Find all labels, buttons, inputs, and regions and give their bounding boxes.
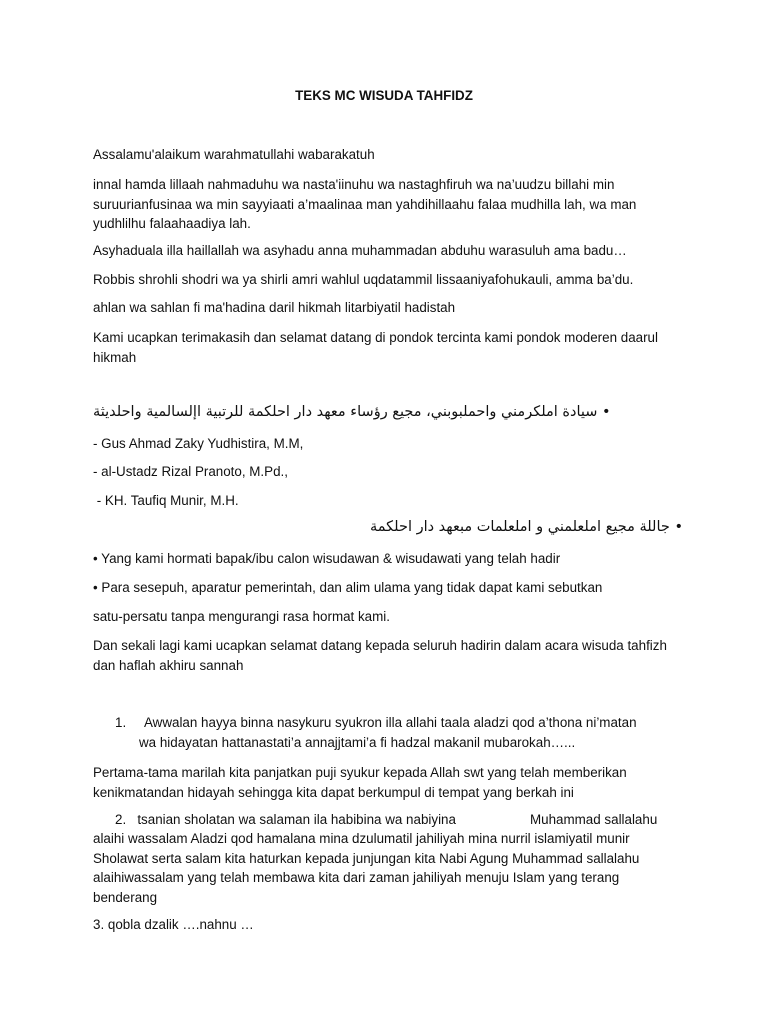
name-line-2: - al-Ustadz Rizal Pranoto, M.Pd., <box>93 464 288 479</box>
paragraph-pertama: Pertama-tama marilah kita panjatkan puji syukur kepada Allah swt yang telah memberikan kenikmatandan hidayah sehingga kita dapat berkumpul di tempat yang berkah ini <box>93 765 627 800</box>
item2-part-b: Muhammad sallalahu <box>530 812 658 827</box>
item-line-2: wa hidayatan hattanastati’a annajjtami’a fi hadzal makanil mubarokah…... <box>139 734 576 750</box>
paragraph-hormat: • Yang kami hormati bapak/ibu calon wisudawan & wisudawati yang telah hadir <box>93 551 561 566</box>
item-line-1: Awwalan hayya binna nasykuru syukron illa allahi taala aladzi qod a’thona ni’matan <box>141 715 637 730</box>
paragraph-salam: Assalamu'alaikum warahmatullahi wabarakatuh <box>93 147 375 162</box>
paragraph-arabic-greeting: • سيادة املكرمني واحملبوبني، مجيع رؤساء معهد دار احلكمة للرتبية اإلسالمية واحلديثة <box>93 404 611 420</box>
paragraph-ahlan: ahlan wa sahlan fi ma'hadina daril hikmah litarbiyatil hadistah <box>93 300 456 315</box>
paragraph-terimakasih: Kami ucapkan terimakasih dan selamat datang di pondok tercinta kami pondok moderen daarul hikmah <box>93 330 658 365</box>
paragraph-sesepuh: • Para sesepuh, aparatur pemerintah, dan alim ulama yang tidak dapat kami sebutkan <box>93 580 603 595</box>
paragraph-arabic-teachers: • جاللة مجيع املعلمني و املعلمات مبعهد دار احلكمة <box>370 519 683 535</box>
name-line-3: - KH. Taufiq Munir, M.H. <box>93 493 239 508</box>
paragraph-hamd: innal hamda lillaah nahmaduhu wa nasta'iinuhu wa nastaghfiruh wa na’uudzu billahi min suruurianfusinaa wa min sayyiaati a’maalinaa man yahdihillaahu falaa mudhilla lah, wa man yudhlilhu falaahaadiya lah. <box>93 177 637 231</box>
paragraph-qobla: 3. qobla dzalik ….nahnu … <box>93 917 254 932</box>
paragraph-sekali: Dan sekali lagi kami ucapkan selamat datang kepada seluruh hadirin dalam acara wisuda tahfizh dan haflah akhiru sannah <box>93 638 667 673</box>
paragraph-robbis: Robbis shrohli shodri wa ya shirli amri wahlul uqdatammil lissaaniyafohukauli, amma ba’du. <box>93 272 634 287</box>
item2-part-a: 2. tsanian sholatan wa salaman ila habibina wa nabiyina <box>115 812 456 827</box>
paragraph-syahadat: Asyhaduala illa haillallah wa asyhadu anna muhammadan abduhu warasuluh ama badu… <box>93 243 627 258</box>
item-number: 1. <box>115 715 127 730</box>
paragraph-satu: satu-persatu tanpa mengurangi rasa hormat kami. <box>93 609 390 624</box>
numbered-item-1 <box>115 713 675 752</box>
document-title: TEKS MC WISUDA TAHFIDZ <box>295 88 473 103</box>
paragraph-item2-body: alaihi wassalam Aladzi qod hamalana mina dzulumatil jahiliyah mina nurril islamiyatil munir Sholawat serta salam kita haturkan kepada junjungan kita Nabi Agung Muhammad sallalahu alaihiwassalam yang telah membawa kita dari zaman jahiliyah menuju Islam yang terang benderang <box>93 831 640 905</box>
name-line-1: - Gus Ahmad Zaky Yudhistira, M.M, <box>93 436 304 451</box>
